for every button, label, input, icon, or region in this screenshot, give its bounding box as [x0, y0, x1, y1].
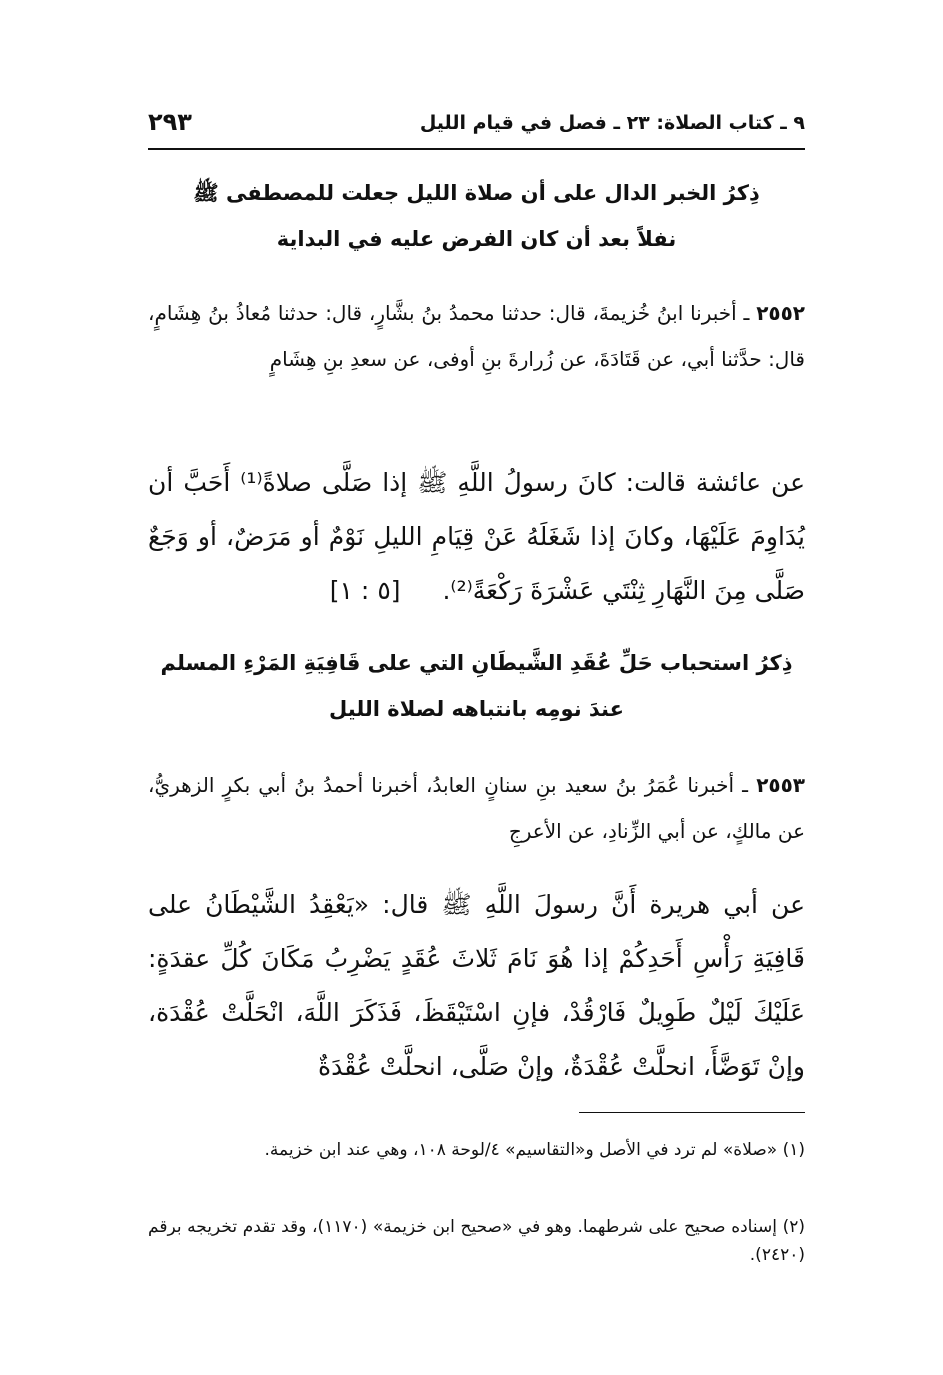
section-heading-1-line1: ذِكرُ الخبر الدال على أن صلاة الليل جعلت للمصطفى ﷺ	[193, 181, 760, 205]
hadith-number: ٢٥٥٣	[756, 773, 806, 797]
page-number: ٢٩٣	[148, 108, 192, 136]
running-title: ٩ ـ كتاب الصلاة: ٢٣ ـ فصل في قيام الليل	[419, 112, 805, 134]
isnad-text: ـ أخبرنا عُمَرُ بنُ سعيد بنِ سنانٍ العابدُ، أخبرنا أحمدُ بنُ أبي بكرٍ الزهريُّ، عن مالكٍ، عن أبي الزِّنادِ، عن الأعرجِ	[148, 773, 805, 843]
section-heading-1	[148, 170, 805, 262]
footnote-text: إسناده صحيح على شرطهما. وهو في «صحيح ابن خزيمة» (١١٧٠)، وقد تقدم تخريجه برقم (٢٤٢٠).	[148, 1217, 805, 1265]
section-heading-2	[148, 640, 805, 732]
footnote-number: (١)	[782, 1140, 805, 1160]
footnote-rule	[579, 1112, 805, 1113]
section-heading-2-line1: ذِكرُ استحباب حَلِّ عُقَدِ الشَّيطَانِ التي على قَافِيَةِ المَرْءِ المسلم	[160, 651, 793, 675]
footnote-1	[148, 1136, 805, 1164]
header-rule	[148, 148, 805, 150]
isnad-text: ـ أخبرنا ابنُ خُزيمةَ، قال: حدثنا محمدُ بنُ بشَّارٍ، قال: حدثنا مُعاذُ بنُ هِشَامٍ، قال: حدَّثنا أبي، عن قَتَادَةَ، عن زُرارةَ بنِ أوفى، عن سعدِ بنِ هِشَامٍ	[148, 301, 805, 371]
page-header	[148, 108, 805, 144]
source-reference: [٥ : ١]	[329, 576, 401, 605]
matn-text: عن أبي هريرة أَنَّ رسولَ اللَّهِ ﷺ قال: «يَعْقِدُ الشَّيْطَانُ على قَافِيَةِ رَأْسِ أَحَدِكُمْ إذا هُوَ نَامَ ثَلاثَ عُقَدٍ يَضْرِبُ مَكَانَ كُلِّ عقدَةٍ: عَلَيْكَ لَيْلٌ طَوِيلٌ فَارْقُدْ، فإنِ اسْتَيْقَظَ، فَذَكَرَ اللَّهَ، انْحَلَّتْ عُقْدَة، وإنْ تَوَضَّأَ، انحلَّتْ عُقْدَةٌ، وإنْ صَلَّى، انحلَّتْ عُقْدَةٌ	[148, 890, 805, 1081]
matn-text: عن عائشة قالت: كانَ رسولُ اللَّهِ ﷺ إذا صَلَّى صلاةً⁽¹⁾ أَحَبَّ أن يُدَاوِمَ عَلَيْهَا، وكانَ إذا شَغَلَهُ عَنْ قِيَامِ الليلِ نَوْمٌ أو مَرَضٌ، أو وَجَعٌ صَلَّى مِنَ النَّهَارِ ثِنْتَي عَشْرَةَ رَكْعَةً⁽²⁾.	[148, 468, 805, 605]
section-heading-2-line2: عندَ نومِه بانتباهه لصلاة الليل	[329, 697, 624, 721]
hadith-2553-matn	[148, 878, 805, 1094]
hadith-2552-matn	[148, 456, 805, 618]
footnote-2	[148, 1213, 805, 1269]
hadith-2552-isnad	[148, 290, 805, 382]
hadith-number: ٢٥٥٢	[756, 301, 806, 325]
hadith-2553-isnad	[148, 762, 805, 854]
footnote-number: (٢)	[782, 1217, 806, 1237]
footnote-text: «صلاة» لم ترد في الأصل و«التقاسيم» ٤/لوحة ١٠٨، وهي عند ابن خزيمة.	[264, 1140, 778, 1160]
section-heading-1-line2: نفلاً بعد أن كان الفرض عليه في البداية	[276, 227, 677, 251]
